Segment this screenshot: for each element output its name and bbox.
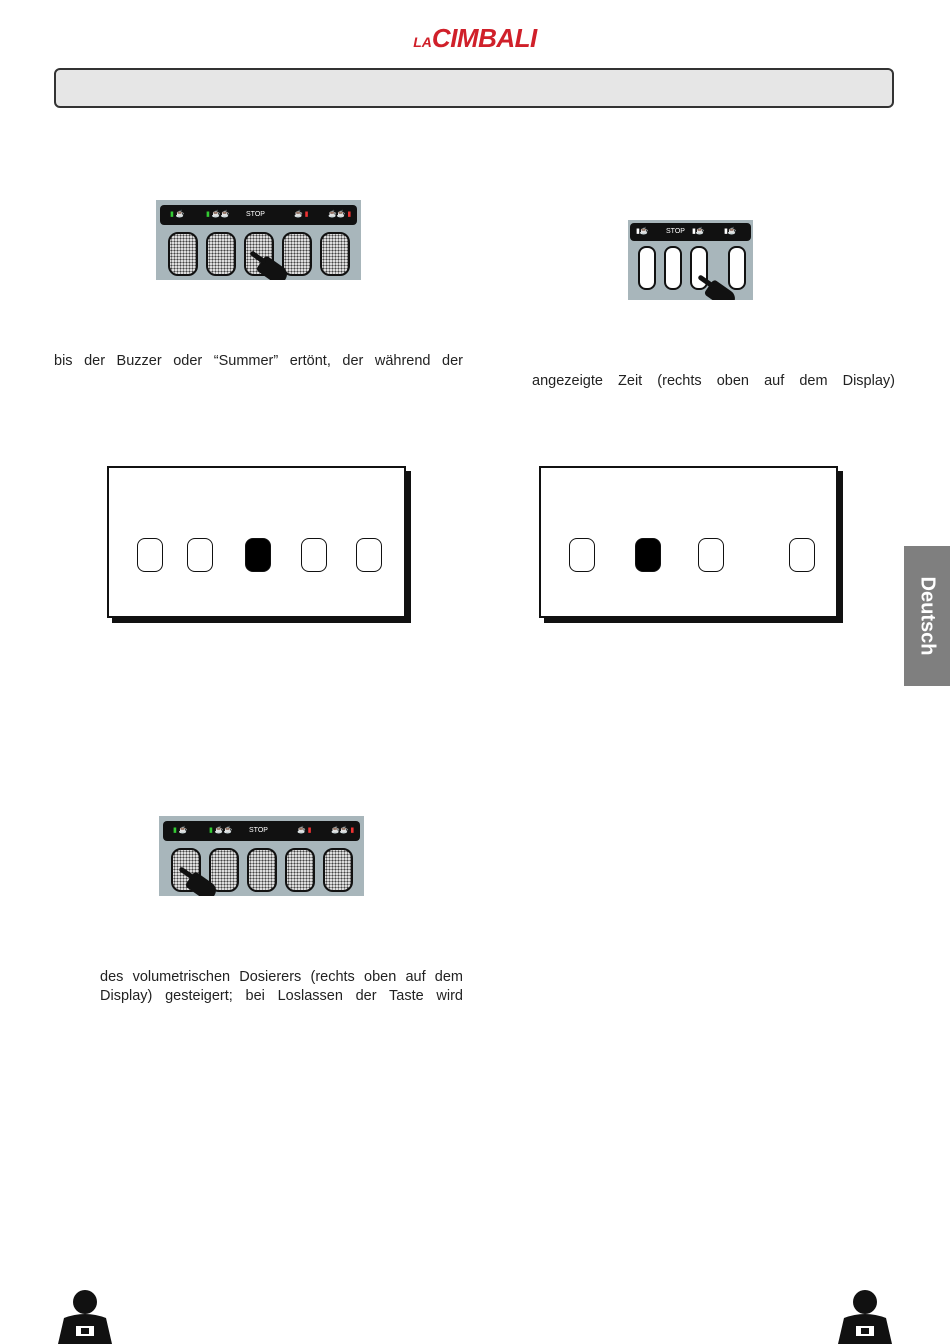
single-coffee-icon: ▮ ☕	[170, 211, 185, 218]
keypad-illustration-1	[156, 200, 361, 280]
led-indicator-3-on	[245, 538, 271, 572]
instruction-text-2: angezeigte Zeit (rechts oben auf dem Display)	[532, 373, 895, 389]
keypad-button-1	[638, 246, 656, 290]
instruction-text-3-line2: Display) gesteigert; bei Loslassen der Taste wird	[100, 988, 463, 1004]
double-coffee-red-icon: ☕☕ ▮	[331, 827, 355, 834]
keypad-button-2	[664, 246, 682, 290]
led-display-left	[107, 466, 406, 618]
keypad-label-strip	[163, 821, 360, 841]
instruction-text-1: bis der Buzzer oder “Summer” ertönt, der während der	[54, 353, 463, 369]
keypad-button-4	[285, 848, 315, 892]
single-coffee-red-icon: ☕ ▮	[297, 827, 312, 834]
keypad-label-strip	[160, 205, 357, 225]
logo-wordmark: CIMBALI	[431, 23, 537, 53]
stop-label: STOP	[666, 228, 685, 235]
led-indicator-1	[569, 538, 595, 572]
language-tab	[904, 546, 950, 686]
instruction-text-3-line1: des volumetrischen Dosierers (rechts oben auf dem	[100, 969, 463, 985]
keypad-illustration-3	[159, 816, 364, 896]
cup-3-icon: ▮☕	[724, 228, 737, 235]
stop-label: STOP	[249, 827, 268, 834]
barista-icon-left	[54, 1288, 116, 1344]
stop-label: STOP	[246, 211, 265, 218]
keypad-button-4	[282, 232, 312, 276]
double-coffee-icon: ▮ ☕☕	[206, 211, 230, 218]
led-indicator-1	[137, 538, 163, 572]
double-coffee-icon: ▮ ☕☕	[209, 827, 233, 834]
instruction-text-3	[100, 968, 463, 1006]
led-indicator-4	[301, 538, 327, 572]
led-indicator-5	[356, 538, 382, 572]
keypad-button-1	[168, 232, 198, 276]
led-indicator-3	[698, 538, 724, 572]
led-indicator-2	[187, 538, 213, 572]
logo-prefix: LA	[413, 34, 432, 50]
keypad-button-4	[728, 246, 746, 290]
keypad-button-3	[247, 848, 277, 892]
cup-2-icon: ▮☕	[692, 228, 705, 235]
cup-1-icon: ▮☕	[636, 228, 649, 235]
double-coffee-red-icon: ☕☕ ▮	[328, 211, 352, 218]
section-title-bar	[54, 68, 894, 108]
keypad-illustration-2	[628, 220, 753, 300]
single-coffee-red-icon: ☕ ▮	[294, 211, 309, 218]
led-indicator-4	[789, 538, 815, 572]
keypad-label-strip	[630, 223, 751, 241]
led-display-right	[539, 466, 838, 618]
cimbali-logo	[400, 20, 550, 56]
keypad-button-2	[206, 232, 236, 276]
language-tab-label: Deutsch	[916, 576, 939, 656]
barista-icon-right	[834, 1288, 896, 1344]
single-coffee-icon: ▮ ☕	[173, 827, 188, 834]
keypad-button-5	[323, 848, 353, 892]
keypad-button-5	[320, 232, 350, 276]
led-indicator-2-on	[635, 538, 661, 572]
